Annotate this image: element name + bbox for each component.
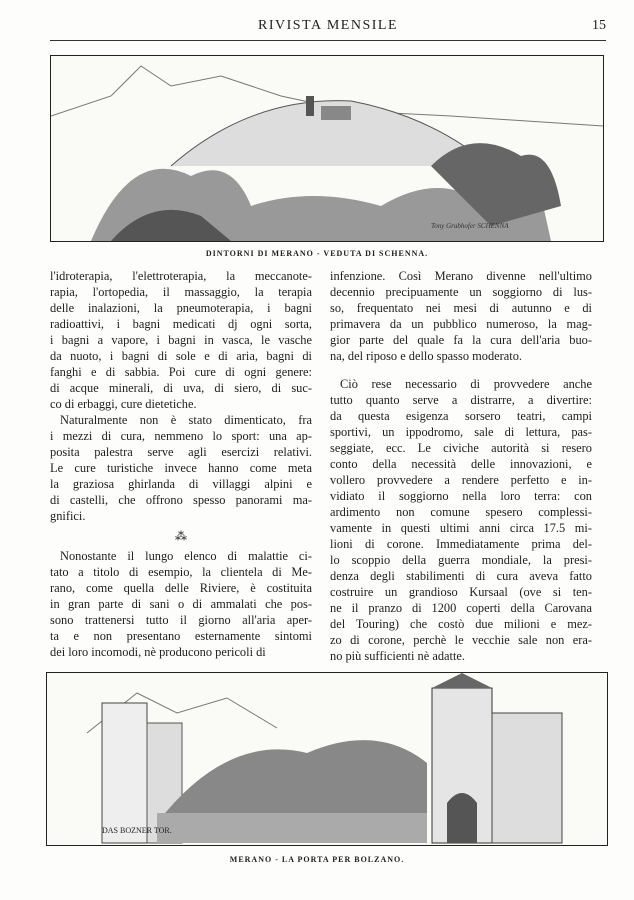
text-line: da nuoto, i bagni di sole e di aria, bagni di: [50, 349, 312, 363]
text-line: rano, come quella delle Riviere, è costituita: [50, 581, 312, 595]
text-line: tato a titolo di esempio, la clientela di Me-: [50, 565, 312, 579]
text-line: tutto quanto serve a distrarre, a divertire:: [330, 393, 592, 407]
text-line: gnifici.: [50, 509, 86, 523]
text-line: Naturalmente non è stato dimenticato, fra: [60, 413, 312, 427]
text-line: delle inalazioni, la pneumoterapia, i bagni: [50, 301, 312, 315]
text-line: i mezzi di cura, nemmeno lo sport: una ap-: [50, 429, 312, 443]
text-line: seggiate, ecc. Le civiche autorità si resero: [330, 441, 592, 455]
text-line: da questa esigenza sorsero teatri, campi: [330, 409, 592, 423]
text-line: gior parte del quale fa la cura dell'aria buo-: [330, 333, 592, 347]
illustration-porta-bolzano: [46, 672, 608, 846]
paragraph-gap: [330, 364, 592, 376]
sketch-signature: DAS BOZNER TOR.: [102, 826, 172, 835]
text-line: di castelli, che offrono spesso panorami ma-: [50, 493, 312, 507]
text-line: zo di corone, perchè le vecchie sale non era-: [330, 633, 592, 647]
figure-caption-1: DINTORNI DI MERANO - VEDUTA DI SCHENNA.: [205, 249, 429, 258]
text-line: no più sufficienti nè adatte.: [330, 649, 465, 663]
text-line: Nonostante il lungo elenco di malattie ci-: [60, 549, 312, 563]
text-line: vidiato il soggiorno nella loro terra: con: [330, 489, 592, 503]
text-line: di acque minerali, di uva, di siero, di suc-: [50, 381, 312, 395]
text-line: ta e non presentano esternamente sintomi: [50, 629, 312, 643]
text-line: del Touring) che costò due milioni e mez-: [330, 617, 592, 631]
text-line: rapia, l'ortopedia, il massaggio, la terapia: [50, 285, 312, 299]
running-title: RIVISTA MENSILE: [258, 18, 398, 33]
text-line: sono trattenersi tutto il giorno all'aria aper-: [50, 613, 312, 627]
text-line: Ciò rese necessario di provvedere anche: [340, 377, 592, 391]
text-line: lioni di corone. Immediatamente prima del-: [330, 537, 592, 551]
header-rule: [50, 40, 606, 41]
text-line: sportivi, un ippodromo, sale di lettura, pas-: [330, 425, 592, 439]
text-line: la graziosa ghirlanda di villaggi alpini e: [50, 477, 312, 491]
text-line: decennio precipuamente un soggiorno di lus-: [330, 285, 592, 299]
text-line: lo scoppio della guerra mondiale, la presi-: [330, 553, 592, 567]
text-line: radioattivi, i bagni medicati dj ogni sorta,: [50, 317, 312, 331]
figure-caption-2: MERANO - LA PORTA PER BOLZANO.: [229, 855, 405, 864]
sketch-signature: Tony Grubhofer SCHENNA: [431, 222, 509, 230]
text-line: vollero provvedere a rendere perfetto e in-: [330, 473, 592, 487]
text-line: l'idroterapia, l'elettroterapia, la meccanote-: [50, 269, 312, 283]
text-line: costruire un grandioso Kursaal (ove si ten-: [330, 585, 592, 599]
text-line: i bagni a vapore, i bagni in vasca, le vasche: [50, 333, 312, 347]
text-line: co di erbaggi, cure dietetiche.: [50, 397, 197, 411]
page-number: 15: [592, 18, 606, 33]
text-line: ardimento non comune spesero complessi-: [330, 505, 592, 519]
text-line: conto della necessità delle innovazioni, e: [330, 457, 592, 471]
text-line: primavera da un pubblico numeroso, la mag-: [330, 317, 592, 331]
text-line: in gran parte di sani o di ammalati che pos-: [50, 597, 312, 611]
illustration-schenna: [50, 55, 604, 242]
text-line: infenzione. Così Merano divenne nell'ultimo: [330, 269, 592, 283]
right-column: [330, 268, 592, 664]
text-line: posita palestra serve agli esercizi relativi.: [50, 445, 312, 459]
text-line: vamente in questi ultimi anni circa 17.5 mi-: [330, 521, 592, 535]
text-line: Le cure turistiche invece hanno come meta: [50, 461, 312, 475]
text-line: fanghi e di sabbia. Poi cure di ogni genere:: [50, 365, 312, 379]
page-header: [50, 18, 606, 38]
text-line: ne il pranzo di 1200 coperti della Carovana: [330, 601, 592, 615]
text-line: na, del riposo e dello spasso moderato.: [330, 349, 523, 363]
text-line: dei loro incomodi, nè producono pericoli di: [50, 645, 266, 659]
left-column: [50, 268, 312, 660]
text-line: so, frequentato nei mesi di autunno e di: [330, 301, 592, 315]
text-line: denza degli stabilimenti di cura aveva fatto: [330, 569, 592, 583]
section-asterism: ⁂: [175, 529, 187, 543]
